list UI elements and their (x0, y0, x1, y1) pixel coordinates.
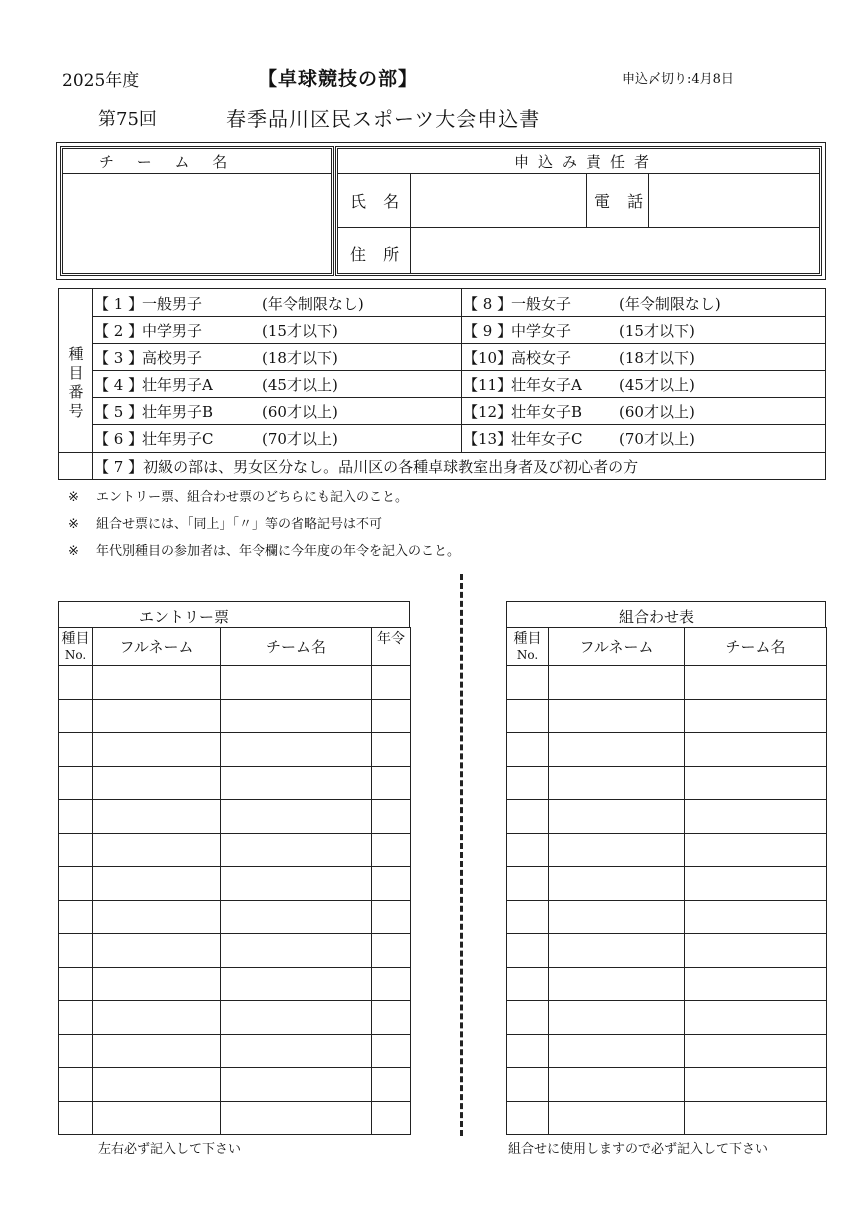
table-row (507, 934, 827, 968)
entry-cell[interactable] (93, 699, 221, 733)
table-row (59, 867, 411, 901)
entry-cell[interactable] (549, 833, 685, 867)
entry-cell[interactable] (507, 1101, 549, 1135)
entry-cell[interactable] (221, 800, 372, 834)
category-age: (年令制限なし) (619, 295, 721, 313)
table-row (507, 867, 827, 901)
address-input[interactable] (412, 229, 818, 273)
entry-cell[interactable] (372, 1101, 411, 1135)
entry-cell[interactable] (507, 666, 549, 700)
category-item (94, 347, 338, 368)
note-text: エントリー票、組合わせ票のどちらにも記入のこと。 (96, 490, 409, 505)
note-mark: ※ (68, 517, 79, 532)
entry-cell[interactable] (93, 766, 221, 800)
entry-cell[interactable] (59, 800, 93, 834)
category-label: 壮年女子A (511, 376, 582, 394)
entry-cell[interactable] (507, 1068, 549, 1102)
table-row (507, 1101, 827, 1135)
entry-cell[interactable] (507, 766, 549, 800)
table-row (507, 699, 827, 733)
entry-cell[interactable] (549, 967, 685, 1001)
entry-cell[interactable] (93, 1101, 221, 1135)
category-age: (15才以下) (262, 322, 338, 340)
category-num: 【 2 】 (94, 322, 144, 340)
category-num: 【 3 】 (94, 349, 144, 367)
table-row (507, 800, 827, 834)
category-item (463, 320, 695, 341)
category-item (94, 401, 338, 422)
category-age: (60才以上) (619, 403, 695, 421)
team-name-label: チ ー ム 名 (99, 153, 237, 171)
category-label: 壮年女子B (511, 403, 583, 421)
entry-form-title: エントリー票 (139, 608, 230, 626)
table-row (507, 1068, 827, 1102)
category-label: 中学男子 (142, 322, 203, 340)
fiscal-year: 2025年度 (62, 71, 140, 91)
category-item (94, 320, 338, 341)
table-row (59, 800, 411, 834)
entry-cell[interactable] (221, 766, 372, 800)
col-event-no-label: No. (516, 647, 539, 662)
note-1 (68, 486, 408, 505)
pairing-form (506, 601, 826, 1157)
entry-cell[interactable] (93, 867, 221, 901)
table-row (59, 1001, 411, 1035)
cut-line (460, 574, 463, 1136)
entry-cell[interactable] (221, 833, 372, 867)
entry-cell[interactable] (372, 666, 411, 700)
entry-cell[interactable] (685, 699, 827, 733)
entry-cell[interactable] (372, 699, 411, 733)
entry-cell[interactable] (372, 867, 411, 901)
entry-cell[interactable] (59, 1001, 93, 1035)
category-age: (60才以上) (262, 403, 338, 421)
entry-cell[interactable] (221, 1034, 372, 1068)
table-row (507, 900, 827, 934)
entry-cell[interactable] (685, 1068, 827, 1102)
category-age: (年令制限なし) (262, 295, 364, 313)
note-3 (68, 540, 460, 559)
entry-cell[interactable] (549, 766, 685, 800)
entry-cell[interactable] (372, 733, 411, 767)
entry-cell[interactable] (685, 800, 827, 834)
entry-cell[interactable] (685, 666, 827, 700)
entry-cell[interactable] (59, 766, 93, 800)
entry-cell[interactable] (59, 699, 93, 733)
entry-cell[interactable] (549, 1068, 685, 1102)
responsible-cell (335, 146, 822, 276)
col-age-header: 年令 (372, 628, 411, 666)
entry-cell[interactable] (93, 800, 221, 834)
name-input[interactable] (412, 175, 584, 225)
entry-cell[interactable] (685, 833, 827, 867)
table-row (507, 766, 827, 800)
entry-cell[interactable] (372, 1001, 411, 1035)
entry-cell[interactable] (221, 1101, 372, 1135)
entry-cell[interactable] (221, 900, 372, 934)
entry-cell[interactable] (507, 1034, 549, 1068)
category-num: 【 5 】 (94, 403, 144, 421)
table-row (59, 1101, 411, 1135)
table-row (59, 666, 411, 700)
col-event-header (59, 628, 93, 666)
category-age: (70才以上) (262, 430, 338, 448)
entry-cell[interactable] (221, 934, 372, 968)
entry-cell[interactable] (507, 934, 549, 968)
entry-cell[interactable] (549, 867, 685, 901)
entry-form-footer: 左右必ず記入して下さい (98, 1142, 242, 1157)
table-row (59, 934, 411, 968)
phone-label: 電 話 (594, 192, 650, 211)
category-item (463, 374, 695, 395)
entry-cell[interactable] (59, 867, 93, 901)
table-row (59, 699, 411, 733)
entry-cell[interactable] (372, 1068, 411, 1102)
entry-cell[interactable] (93, 666, 221, 700)
category-label: 高校女子 (511, 349, 572, 367)
entry-cell[interactable] (507, 900, 549, 934)
entry-cell[interactable] (59, 967, 93, 1001)
category-num: 【 6 】 (94, 430, 144, 448)
col-event-label: 種目 (61, 630, 90, 647)
entry-cell[interactable] (59, 733, 93, 767)
entry-table (58, 627, 411, 1135)
col-event-no-label: No. (64, 647, 87, 662)
table-row (59, 733, 411, 767)
applicant-table (56, 142, 826, 280)
category-num: 【11】 (463, 376, 513, 394)
entry-cell[interactable] (372, 1034, 411, 1068)
category-item (463, 428, 695, 449)
category-age: (18才以下) (262, 349, 338, 367)
category-label: 一般女子 (511, 295, 572, 313)
category-side-label (65, 345, 87, 421)
entry-cell[interactable] (93, 934, 221, 968)
col-event-label: 種目 (513, 630, 542, 647)
table-row (59, 1034, 411, 1068)
table-row (507, 733, 827, 767)
entry-cell[interactable] (685, 1001, 827, 1035)
entry-cell[interactable] (507, 1001, 549, 1035)
entry-cell[interactable] (507, 800, 549, 834)
col-team-header: チーム名 (221, 628, 372, 666)
table-row (507, 1001, 827, 1035)
entry-cell[interactable] (507, 733, 549, 767)
side-char: 目 (68, 364, 84, 382)
category-label: 壮年男子A (142, 376, 213, 394)
entry-cell[interactable] (372, 900, 411, 934)
category-item (94, 293, 364, 314)
section-title: 【卓球競技の部】 (258, 68, 419, 90)
category-item (94, 428, 338, 449)
table-row (507, 967, 827, 1001)
category-age: (18才以下) (619, 349, 695, 367)
col-team-header: チーム名 (685, 628, 827, 666)
category-label: 壮年男子B (142, 403, 214, 421)
table-row (507, 1034, 827, 1068)
category-num: 【 9 】 (463, 322, 513, 340)
col-event-header (507, 628, 549, 666)
name-label: 氏 名 (350, 192, 406, 211)
table-row (507, 833, 827, 867)
side-char: 号 (68, 402, 84, 420)
entry-cell[interactable] (549, 1034, 685, 1068)
entry-cell[interactable] (93, 967, 221, 1001)
entry-cell[interactable] (221, 1068, 372, 1102)
entry-cell[interactable] (549, 900, 685, 934)
entry-cell[interactable] (685, 934, 827, 968)
pairing-form-title: 組合わせ表 (619, 608, 695, 626)
entry-cell[interactable] (59, 1034, 93, 1068)
category-label: 壮年女子C (511, 430, 583, 448)
col-fullname-header: フルネーム (93, 628, 221, 666)
entry-cell[interactable] (221, 733, 372, 767)
category-item (94, 374, 338, 395)
category-label: 一般男子 (142, 295, 203, 313)
entry-cell[interactable] (221, 1001, 372, 1035)
entry-cell[interactable] (372, 934, 411, 968)
category-label: 中学女子 (511, 322, 572, 340)
edition-text: 第75回 (98, 109, 157, 130)
entry-cell[interactable] (685, 900, 827, 934)
category-num: 【 1 】 (94, 295, 144, 313)
entry-cell[interactable] (221, 967, 372, 1001)
category-item (463, 401, 695, 422)
table-row (59, 900, 411, 934)
note-2 (68, 513, 382, 532)
entry-form (58, 601, 410, 1157)
entry-cell[interactable] (59, 833, 93, 867)
entry-cell[interactable] (221, 699, 372, 733)
entry-cell[interactable] (685, 967, 827, 1001)
entry-cell[interactable] (93, 1001, 221, 1035)
beginner-category: 【 7 】初級の部は、男女区分なし。品川区の各種卓球教室出身者及び初心者の方 (94, 458, 639, 476)
entry-cell[interactable] (59, 934, 93, 968)
table-row (59, 1068, 411, 1102)
entry-cell[interactable] (549, 699, 685, 733)
entry-cell[interactable] (507, 833, 549, 867)
table-row (59, 833, 411, 867)
entry-cell[interactable] (221, 666, 372, 700)
team-name-cell (60, 146, 334, 276)
entry-cell[interactable] (372, 766, 411, 800)
entry-cell[interactable] (549, 666, 685, 700)
entry-cell[interactable] (549, 934, 685, 968)
entry-cell[interactable] (685, 733, 827, 767)
entry-cell[interactable] (93, 900, 221, 934)
entry-cell[interactable] (685, 867, 827, 901)
entry-cell[interactable] (507, 967, 549, 1001)
table-row (507, 666, 827, 700)
note-mark: ※ (68, 544, 79, 559)
entry-cell[interactable] (93, 1034, 221, 1068)
entry-cell[interactable] (549, 800, 685, 834)
entry-cell[interactable] (59, 1101, 93, 1135)
entry-cell[interactable] (507, 699, 549, 733)
entry-cell[interactable] (59, 900, 93, 934)
entry-cell[interactable] (372, 967, 411, 1001)
category-age: (15才以下) (619, 322, 695, 340)
entry-cell[interactable] (549, 1101, 685, 1135)
category-age: (45才以上) (619, 376, 695, 394)
entry-cell[interactable] (59, 666, 93, 700)
address-label: 住 所 (350, 245, 406, 264)
pairing-table (506, 627, 827, 1135)
entry-cell[interactable] (685, 1101, 827, 1135)
entry-cell[interactable] (372, 833, 411, 867)
category-age: (70才以上) (619, 430, 695, 448)
category-num: 【12】 (463, 403, 513, 421)
entry-cell[interactable] (93, 1068, 221, 1102)
phone-input[interactable] (650, 175, 818, 225)
side-char: 種 (68, 345, 84, 363)
entry-cell[interactable] (549, 733, 685, 767)
entry-cell[interactable] (93, 833, 221, 867)
category-item (463, 293, 721, 314)
pairing-form-footer: 組合せに使用しますので必ず記入して下さい (508, 1142, 769, 1157)
category-num: 【13】 (463, 430, 513, 448)
category-label: 高校男子 (142, 349, 203, 367)
entry-cell[interactable] (59, 1068, 93, 1102)
category-num: 【 8 】 (463, 295, 513, 313)
entry-cell[interactable] (685, 1034, 827, 1068)
category-age: (45才以上) (262, 376, 338, 394)
table-row (59, 967, 411, 1001)
category-item (463, 347, 695, 368)
entry-cell[interactable] (507, 867, 549, 901)
col-fullname-header: フルネーム (549, 628, 685, 666)
note-mark: ※ (68, 490, 79, 505)
side-char: 番 (68, 383, 84, 401)
entry-cell[interactable] (221, 867, 372, 901)
team-name-input-area[interactable] (65, 176, 329, 272)
page-title: 春季品川区民スポーツ大会申込書 (226, 107, 541, 131)
category-num: 【10】 (463, 349, 513, 367)
deadline-text: 申込〆切り:4月8日 (622, 72, 734, 87)
category-label: 壮年男子C (142, 430, 214, 448)
responsible-label: 申込み責任者 (514, 153, 659, 171)
category-num: 【 4 】 (94, 376, 144, 394)
entry-cell[interactable] (549, 1001, 685, 1035)
note-text: 組合せ票には、「同上」「〃」等の省略記号は不可 (96, 517, 383, 532)
entry-cell[interactable] (372, 800, 411, 834)
note-text: 年代別種目の参加者は、年令欄に今年度の年令を記入のこと。 (96, 544, 461, 559)
table-row (59, 766, 411, 800)
entry-cell[interactable] (93, 733, 221, 767)
entry-cell[interactable] (685, 766, 827, 800)
